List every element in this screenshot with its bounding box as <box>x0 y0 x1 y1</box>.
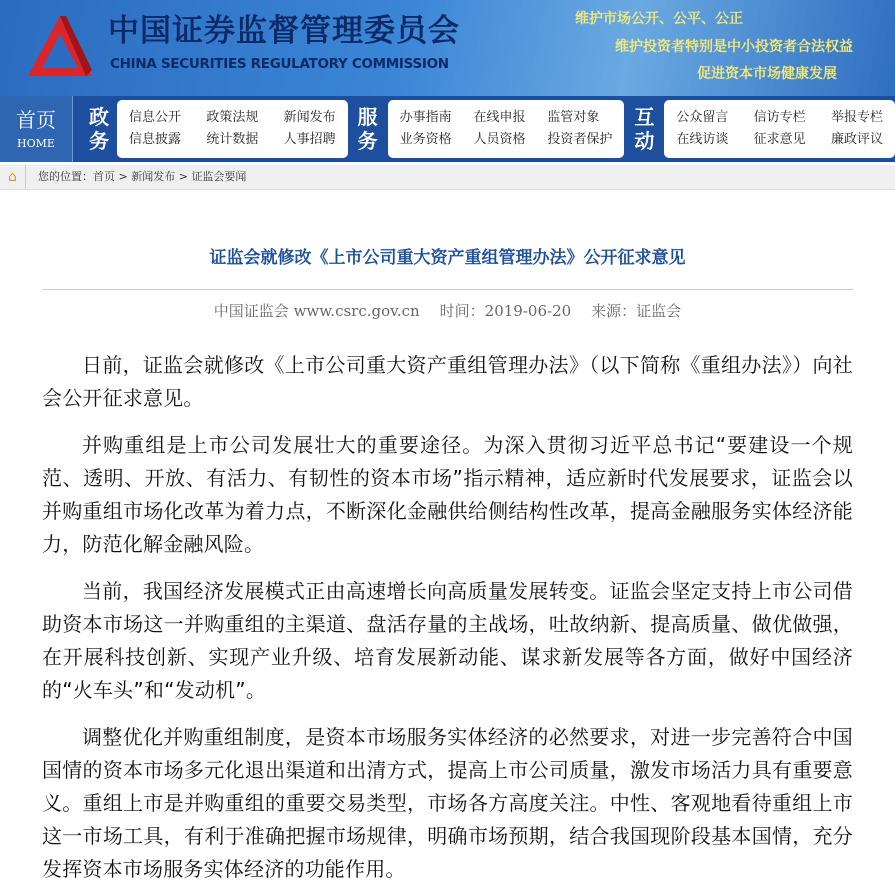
article-title: 证监会就修改《上市公司重大资产重组管理办法》公开征求意见 <box>209 248 686 268</box>
home-icon[interactable]: ⌂ <box>0 165 26 190</box>
breadcrumb: ⌂ 您的位置： 首页 > 新闻发布 > 证监会要闻 <box>0 165 895 190</box>
nav-link[interactable]: 人员资格 <box>473 132 526 147</box>
breadcrumb-current[interactable]: 证监会要闻 <box>191 170 247 183</box>
nav-link[interactable]: 投资者保护 <box>547 132 613 147</box>
nav-box-service <box>388 100 625 158</box>
paragraph: 当前，我国经济发展模式正由高速增长向高质量发展转变。证监会坚定支持上市公司借助资本市场这一并购重组的主渠道、盘活存量的主战场，吐故纳新、提高质量、做优做强，在开展科技创新、实现产业升级、培育发展新动能、谋求新发展等各方面，做好中国经济的“火车头”和“发动机”。 <box>42 579 853 702</box>
nav-link[interactable]: 政策法规 <box>206 110 259 125</box>
nav-link[interactable]: 信访专栏 <box>753 110 806 125</box>
site-title-en: CHINA SECURITIES REGULATORY COMMISSION <box>110 56 449 72</box>
article-site: 中国证监会 www.csrc.gov.cn <box>213 302 420 320</box>
nav-link[interactable]: 廉政评议 <box>831 132 884 147</box>
nav-section-label: 服 务 <box>357 105 378 153</box>
nav-link[interactable]: 信息披露 <box>129 132 182 147</box>
home-label-en: HOME <box>17 137 55 150</box>
nav-link[interactable]: 人事招聘 <box>283 132 336 147</box>
nav-link[interactable]: 举报专栏 <box>831 110 884 125</box>
paragraph: 日前，证监会就修改《上市公司重大资产重组管理办法》（以下简称《重组办法》）向社会公开征求意见。 <box>42 353 853 410</box>
nav-link[interactable]: 业务资格 <box>399 132 452 147</box>
article-source: 来源：证监会 <box>591 302 682 320</box>
nav-link[interactable]: 征求意见 <box>753 132 806 147</box>
nav-link[interactable]: 统计数据 <box>206 132 259 147</box>
main-nav <box>0 96 895 162</box>
slogan: 维护投资者特别是中小投资者合法权益 <box>615 39 853 55</box>
nav-link[interactable]: 办事指南 <box>399 110 452 125</box>
nav-link[interactable]: 监管对象 <box>547 110 600 125</box>
breadcrumb-prefix: 您的位置： <box>38 170 93 183</box>
paragraph: 调整优化并购重组制度，是资本市场服务实体经济的必然要求，对进一步完善符合中国国情的资本市场多元化退出渠道和出清方式，提高上市公司质量，激发市场活力具有重要意义。重组上市是并购重组的重要交易类型，市场各方高度关注。中性、客观地看待重组上市这一市场工具，有利于准确把握市场规律，明确市场预期，结合我国现阶段基本国情，充分发挥资本市场服务实体经济的功能作用。 <box>42 725 853 881</box>
breadcrumb-home[interactable]: 首页 <box>93 170 115 183</box>
article-time: 时间：2019-06-20 <box>439 302 572 320</box>
nav-link[interactable]: 公众留言 <box>676 110 729 125</box>
nav-link[interactable]: 新闻发布 <box>283 110 336 125</box>
article-meta <box>0 301 895 321</box>
nav-link[interactable]: 信息公开 <box>129 110 182 125</box>
nav-box-government <box>117 100 348 158</box>
nav-link[interactable]: 在线申报 <box>473 110 526 125</box>
nav-section-label: 互 动 <box>634 105 655 153</box>
nav-home[interactable] <box>0 96 73 162</box>
paragraph: 并购重组是上市公司发展壮大的重要途径。为深入贯彻习近平总书记“要建设一个规范、透明、开放、有活力、有韧性的资本市场”指示精神，适应新时代发展要求，证监会以并购重组市场化改革为着力点，不断深化金融供给侧结构性改革，提高金融服务实体经济能力，防范化解金融风险。 <box>42 433 853 556</box>
divider <box>42 289 853 290</box>
nav-box-interaction <box>664 100 895 158</box>
breadcrumb-news[interactable]: 新闻发布 <box>131 170 176 183</box>
nav-section-label: 政 务 <box>89 105 109 153</box>
article-body <box>42 349 853 886</box>
slogan: 促进资本市场健康发展 <box>697 66 837 82</box>
nav-link[interactable]: 在线访谈 <box>676 132 729 147</box>
csrc-logo-icon <box>26 14 94 84</box>
site-title-cn: 中国证券监督管理委员会 <box>108 13 460 49</box>
site-header <box>0 0 895 96</box>
slogan: 维护市场公开、公平、公正 <box>575 11 743 27</box>
home-label: 首页 <box>16 108 56 132</box>
